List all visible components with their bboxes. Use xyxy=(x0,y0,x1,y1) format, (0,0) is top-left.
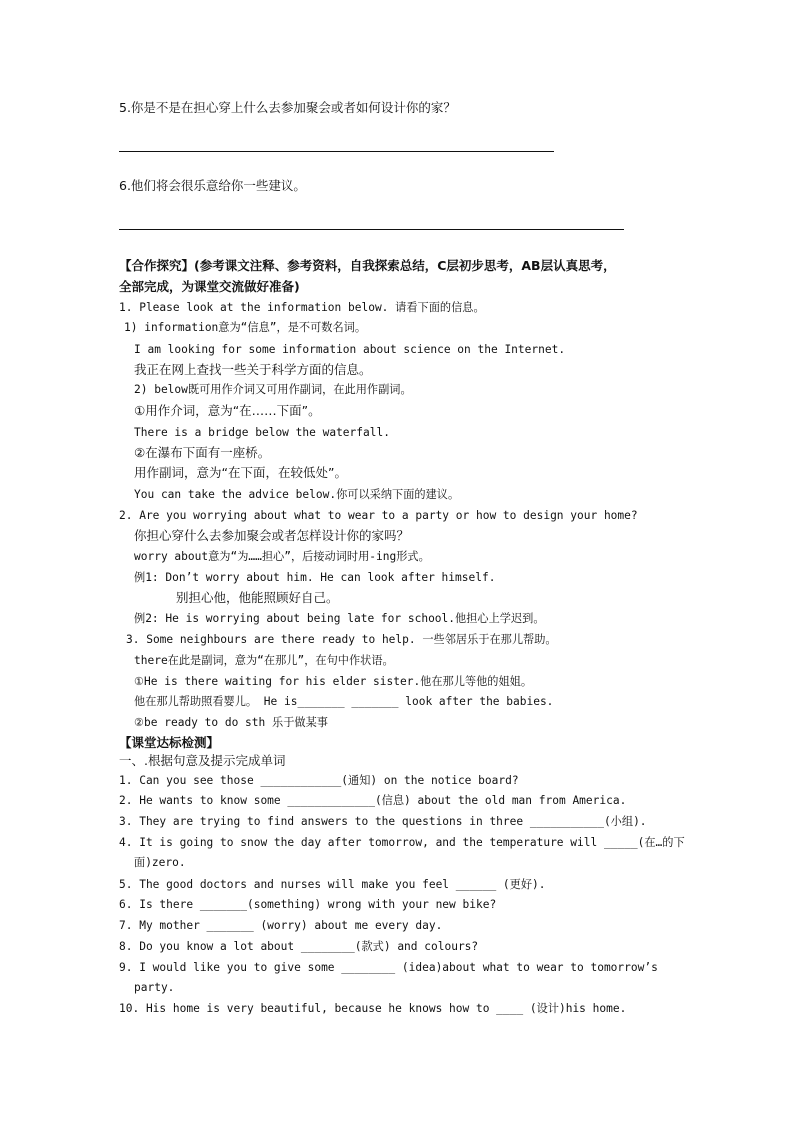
example-1-cn: 别担心他，他能照顾好自己。 xyxy=(176,590,339,605)
example-mixed: You can take the advice below.你可以采纳下面的建议。 xyxy=(134,488,460,501)
test-item-10: 10. His home is very beautiful, because he knows how to ____ (设计)his home. xyxy=(119,1002,627,1015)
test-item-2: 2. He wants to know some _____________(信息) about the old man from America. xyxy=(119,794,627,807)
example-2-fill: 他在那儿帮助照看婴儿。 He is_______ _______ look after the babies. xyxy=(134,695,554,708)
test-heading: 【课堂达标检测】 xyxy=(119,735,220,750)
example-2: 例2: He is worrying about being late for school.他担心上学迟到。 xyxy=(134,612,545,625)
test-item-7: 7. My mother _______ (worry) about me every day. xyxy=(119,919,443,932)
example-en: I am looking for some information about science on the Internet. xyxy=(134,343,566,356)
test-item-4: 4. It is going to snow the day after tomorrow, and the temperature will _____(在…的下 xyxy=(119,836,685,849)
explore-point-2: 2. Are you worrying about what to wear to a party or how to design your home? xyxy=(119,509,638,522)
example-cn: ②在瀑布下面有一座桥。 xyxy=(134,445,271,460)
explore-point-1: 1. Please look at the information below. 请看下面的信息。 xyxy=(119,301,485,314)
test-subheading: 一、.根据句意及提示完成单词 xyxy=(119,753,286,768)
explore-note-2: 2) below既可用作介词又可用作副词，在此用作副词。 xyxy=(134,383,412,396)
test-item-6: 6. Is there _______(something) wrong with your new bike? xyxy=(119,898,497,911)
question-6: 6.他们将会很乐意给你一些建议。 xyxy=(119,178,306,193)
test-item-3: 3. They are trying to find answers to the questions in three ___________(小组). xyxy=(119,815,647,828)
explore-point-3: 3. Some neighbours are there ready to help. 一些邻居乐于在那儿帮助。 xyxy=(126,633,557,646)
explore-note-1: 1) information意为“信息”，是不可数名词。 xyxy=(124,321,367,334)
example-cn: 我正在网上查找一些关于科学方面的信息。 xyxy=(134,362,372,377)
test-item-1: 1. Can you see those ____________(通知) on the notice board? xyxy=(119,774,519,787)
explore-note-2b: 用作副词，意为“在下面，在较低处”。 xyxy=(134,465,347,480)
section-heading-line2: 全部完成，为课堂交流做好准备) xyxy=(119,279,300,294)
explore-point-2-cn: 你担心穿什么去参加聚会或者怎样设计你的家吗？ xyxy=(134,528,410,543)
test-item-8: 8. Do you know a lot about ________(款式) and colours? xyxy=(119,940,479,953)
explore-note-2a: ①用作介词，意为“在……下面”。 xyxy=(134,403,321,418)
explore-note: worry about意为“为……担心”，后接动词时用-ing形式。 xyxy=(134,550,430,563)
explore-note: there在此是副词，意为“在那儿”，在句中作状语。 xyxy=(134,654,394,667)
answer-line-5 xyxy=(119,151,554,152)
test-item-4-cont: 面)zero. xyxy=(134,856,186,869)
example-1: ①He is there waiting for his elder sister.他在那儿等他的姐姐。 xyxy=(134,675,533,688)
test-item-9: 9. I would like you to give some ________ (idea)about what to wear to tomorrow’s xyxy=(119,961,658,974)
answer-line-6 xyxy=(119,229,624,230)
test-item-9-cont: party. xyxy=(134,981,175,994)
test-item-5: 5. The good doctors and nurses will make you feel ______ (更好). xyxy=(119,878,546,891)
section-heading-line1: 【合作探究】(参考课文注释、参考资料，自我探索总结，C层初步思考，AB层认真思考， xyxy=(119,258,616,273)
example-3: ②be ready to do sth 乐于做某事 xyxy=(134,716,328,729)
example-1-en: 例1: Don’t worry about him. He can look after himself. xyxy=(134,571,496,584)
question-5: 5.你是不是在担心穿上什么去参加聚会或者如何设计你的家？ xyxy=(119,100,456,115)
example-en: There is a bridge below the waterfall. xyxy=(134,426,390,439)
